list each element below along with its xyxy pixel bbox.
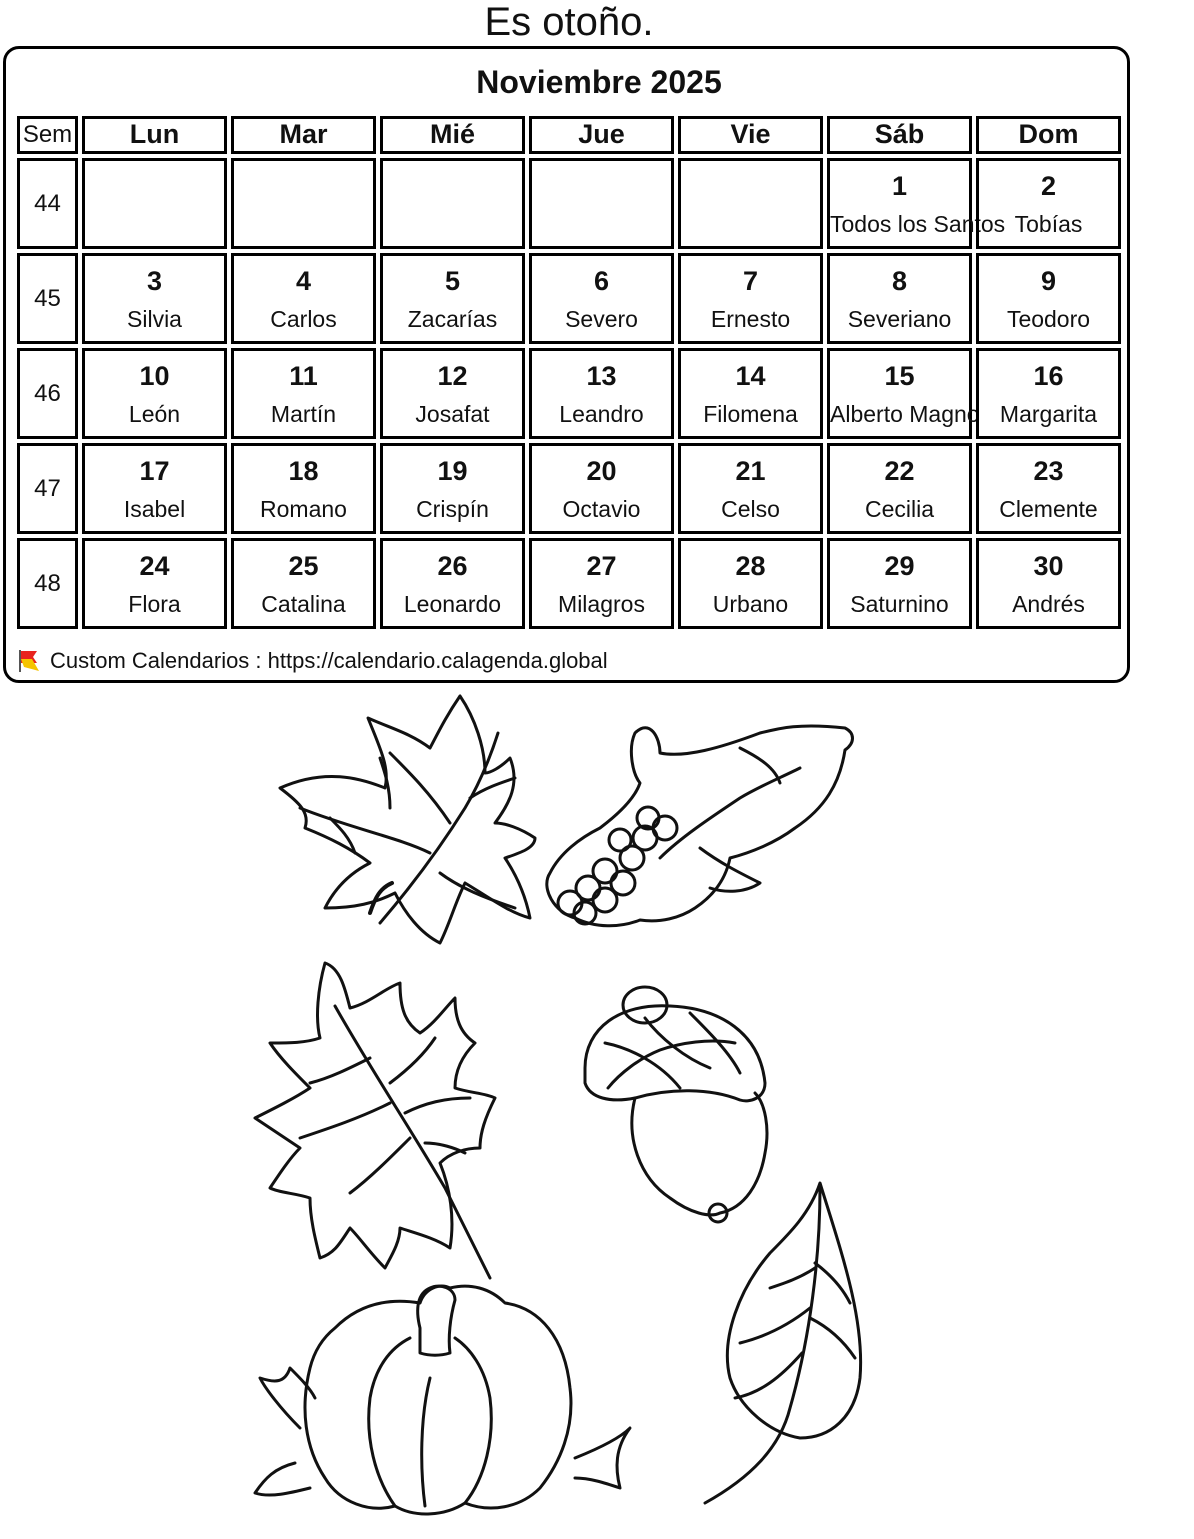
saint-name: Celso	[721, 496, 780, 522]
oak-leaf-icon	[255, 963, 495, 1278]
day-number: 29	[884, 551, 915, 581]
saint-name: Martín	[270, 401, 337, 427]
day-cell	[380, 443, 525, 534]
saint-name: Saturnino	[850, 591, 949, 617]
saint-name: Josafat	[415, 401, 490, 427]
saint-name: Margarita	[999, 401, 1098, 427]
saint-name: Zacarías	[407, 306, 498, 332]
page-title: Es otoño.	[484, 0, 654, 44]
day-cell	[827, 158, 1006, 249]
day-cell	[380, 538, 525, 629]
calendar-flag-icon	[18, 649, 40, 673]
saint-name: Severiano	[847, 306, 952, 332]
day-number: 16	[1033, 361, 1064, 391]
day-cell	[976, 158, 1121, 249]
saint-name: Romano	[260, 496, 347, 522]
day-number: 7	[742, 266, 759, 296]
day-number: 19	[437, 456, 468, 486]
empty-day-cell	[82, 158, 227, 249]
saint-name: Ernesto	[710, 306, 791, 332]
day-cell	[827, 538, 972, 629]
day-cell	[529, 443, 674, 534]
day-number: 18	[288, 456, 319, 486]
pumpkin-icon	[255, 1286, 630, 1514]
day-number: 30	[1033, 551, 1064, 581]
day-cell	[976, 443, 1121, 534]
footer	[18, 646, 608, 676]
saint-name: Severo	[565, 306, 638, 332]
saint-name: Andrés	[1012, 591, 1085, 617]
saint-name: Tobías	[1014, 211, 1083, 237]
week-number: 48	[17, 538, 78, 629]
week-number: 44	[17, 158, 78, 249]
acorn-icon	[585, 987, 767, 1222]
saint-name: Todos los Santos	[830, 211, 1006, 237]
day-number: 5	[444, 266, 461, 296]
saint-name: Clemente	[999, 496, 1098, 522]
day-cell	[827, 348, 980, 439]
day-number: 25	[288, 551, 319, 581]
saint-name: Carlos	[270, 306, 337, 332]
day-number: 15	[884, 361, 915, 391]
day-number: 8	[891, 266, 908, 296]
day-number: 21	[735, 456, 766, 486]
day-number: 10	[139, 361, 170, 391]
day-cell	[380, 348, 525, 439]
day-number: 28	[735, 551, 766, 581]
day-cell	[678, 253, 823, 344]
day-number: 2	[1040, 171, 1057, 201]
autumn-illustration	[240, 688, 900, 1533]
saint-name: Crispín	[416, 496, 489, 522]
day-cell	[82, 443, 227, 534]
week-number: 47	[17, 443, 78, 534]
day-number: 6	[593, 266, 610, 296]
day-cell	[82, 253, 227, 344]
day-number: 3	[146, 266, 163, 296]
day-number: 11	[289, 361, 318, 391]
corn-cob-icon	[547, 726, 853, 926]
day-cell	[82, 538, 227, 629]
day-cell	[231, 348, 376, 439]
day-number: 24	[139, 551, 170, 581]
saint-name: Leonardo	[403, 591, 502, 617]
day-cell	[678, 443, 823, 534]
weekday-header: Vie	[678, 116, 823, 154]
day-cell	[827, 443, 972, 534]
weekday-header: Jue	[529, 116, 674, 154]
weekday-header: Sáb	[827, 116, 972, 154]
empty-day-cell	[231, 158, 376, 249]
day-cell	[976, 253, 1121, 344]
day-number: 17	[139, 456, 170, 486]
day-number: 22	[884, 456, 915, 486]
empty-day-cell	[529, 158, 674, 249]
day-cell	[380, 253, 525, 344]
day-number: 1	[891, 171, 908, 201]
day-cell	[976, 538, 1121, 629]
day-number: 20	[586, 456, 617, 486]
month-title: Noviembre 2025	[476, 64, 722, 100]
day-number: 9	[1040, 266, 1057, 296]
week-number-header: Sem	[17, 116, 78, 154]
day-cell	[82, 348, 227, 439]
day-cell	[529, 253, 674, 344]
day-number: 26	[437, 551, 468, 581]
day-cell	[678, 538, 823, 629]
day-number: 23	[1033, 456, 1064, 486]
day-cell	[231, 253, 376, 344]
empty-day-cell	[678, 158, 823, 249]
day-cell	[827, 253, 972, 344]
week-number: 45	[17, 253, 78, 344]
saint-name: Teodoro	[1006, 306, 1091, 332]
day-cell	[678, 348, 823, 439]
saint-name: Isabel	[123, 496, 186, 522]
day-number: 27	[586, 551, 617, 581]
leaf-icon	[705, 1183, 861, 1503]
saint-name: Cecilia	[864, 496, 935, 522]
day-number: 4	[295, 266, 312, 296]
footer-credit-text: Custom Calendarios : https://calendario.calagenda.global	[50, 648, 608, 673]
saint-name: Flora	[128, 591, 181, 617]
saint-name: León	[128, 401, 181, 427]
saint-name: Leandro	[559, 401, 644, 427]
day-cell	[231, 443, 376, 534]
weekday-header: Dom	[976, 116, 1121, 154]
day-number: 14	[735, 361, 766, 391]
day-cell	[529, 348, 674, 439]
saint-name: Silvia	[127, 306, 182, 332]
saint-name: Urbano	[712, 591, 789, 617]
week-number: 46	[17, 348, 78, 439]
empty-day-cell	[380, 158, 525, 249]
saint-name: Alberto Magno	[830, 401, 980, 427]
saint-name: Filomena	[703, 401, 798, 427]
weekday-header: Mié	[380, 116, 525, 154]
saint-name: Octavio	[562, 496, 641, 522]
day-number: 12	[437, 361, 468, 391]
weekday-header: Mar	[231, 116, 376, 154]
day-cell	[529, 538, 674, 629]
day-number: 13	[586, 361, 617, 391]
day-cell	[231, 538, 376, 629]
maple-leaf-icon	[280, 696, 535, 943]
saint-name: Catalina	[261, 591, 346, 617]
weekday-header: Lun	[82, 116, 227, 154]
saint-name: Milagros	[558, 591, 645, 617]
day-cell	[976, 348, 1121, 439]
